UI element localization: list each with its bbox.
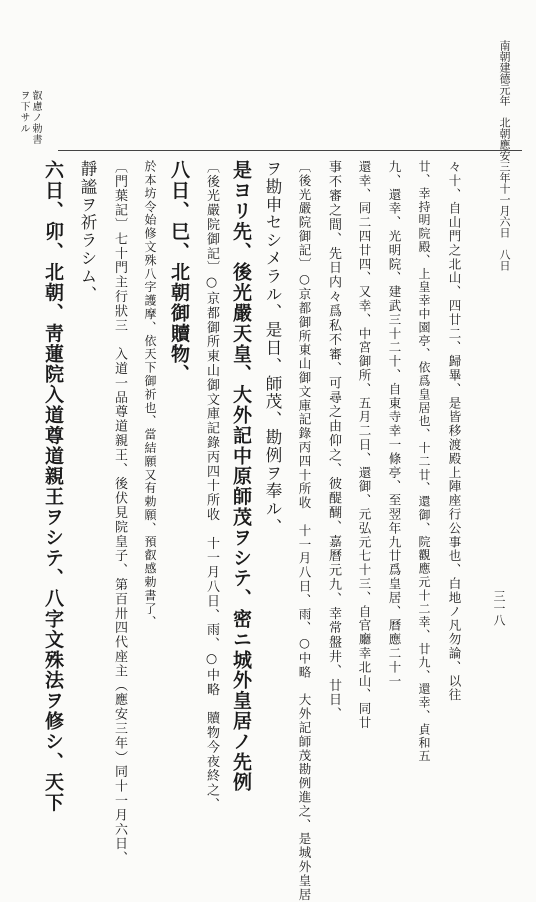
- text-column-13: 廿、幸持明院殿、上皇幸中園亭、依爲皇居也、十二廿、還御、院觀應元十二幸、廿九、還幸、貞和五: [417, 160, 431, 763]
- page-number: 三一八: [492, 590, 506, 626]
- text-column-10: 事不審之間、先日内々爲私不審、可尋之由仰之、彼醍醐、嘉曆元九、幸常盤井、廿日、: [326, 160, 341, 722]
- text-column-7: 是ヨリ先、後光嚴天皇、大外記中原師茂ヲシテ、密ニ城外皇居ノ先例: [230, 160, 252, 793]
- text-column-9: 〔後光嚴院御記〕○京都御所東山御文庫記錄丙四十所收 十一月八日、雨、○中略 大外記師茂勘例進之、是城外皇居: [297, 160, 312, 902]
- margin-note-line-1: 叡慮ノ勅書: [30, 90, 41, 145]
- running-head: 南朝建德元年 北朝應安三年十一月六日 八日: [498, 40, 511, 271]
- text-column-5: 八日、巳、北朝御贖物、: [168, 160, 190, 385]
- text-column-8: ヲ勘申セシメラル、是日、師茂、勘例ヲ奉ル、: [263, 160, 282, 536]
- text-column-4: 於本坊令始修文殊八字護摩、依天下御祈也、當結願又有勅願、預叡感勅書了、: [143, 160, 157, 629]
- text-column-1: 六日、卯、北朝、靑蓮院入道尊道親王ヲシテ、八字文殊法ヲ修シ、天下: [42, 160, 64, 813]
- text-column-12: 九、還幸、光明院、建武三十二十、自東寺幸一條亭、至翌年九廿爲皇居、曆應二十一: [387, 160, 402, 689]
- text-column-11: 還幸、同二四廿四、又幸、中宮御所、五月二日、還御、元弘元七十三、自官廳幸北山、同廿: [357, 160, 372, 730]
- text-column-2: 靜謐ヲ祈ラシム、: [78, 160, 97, 304]
- margin-note-line-2: ヲ下サル: [18, 90, 29, 134]
- text-column-3: 〔門葉記〕七十門主行狀三 入道一品尊道親王、後伏見院皇子、第百卅四代座主（應安三年）同十一月六日、: [112, 160, 127, 866]
- text-column-14: 々十、自山門之北山、四廿二、歸畢、是皆移渡殿上陣座行公事也、白地ノ凡勿論、以往: [447, 160, 462, 703]
- text-column-6: 〔後光嚴院御記〕○京都御所東山御文庫記錄丙四十所收 十一月八日、雨、○中略 贖物今夜終之、: [204, 160, 219, 812]
- header-rule: [58, 150, 522, 151]
